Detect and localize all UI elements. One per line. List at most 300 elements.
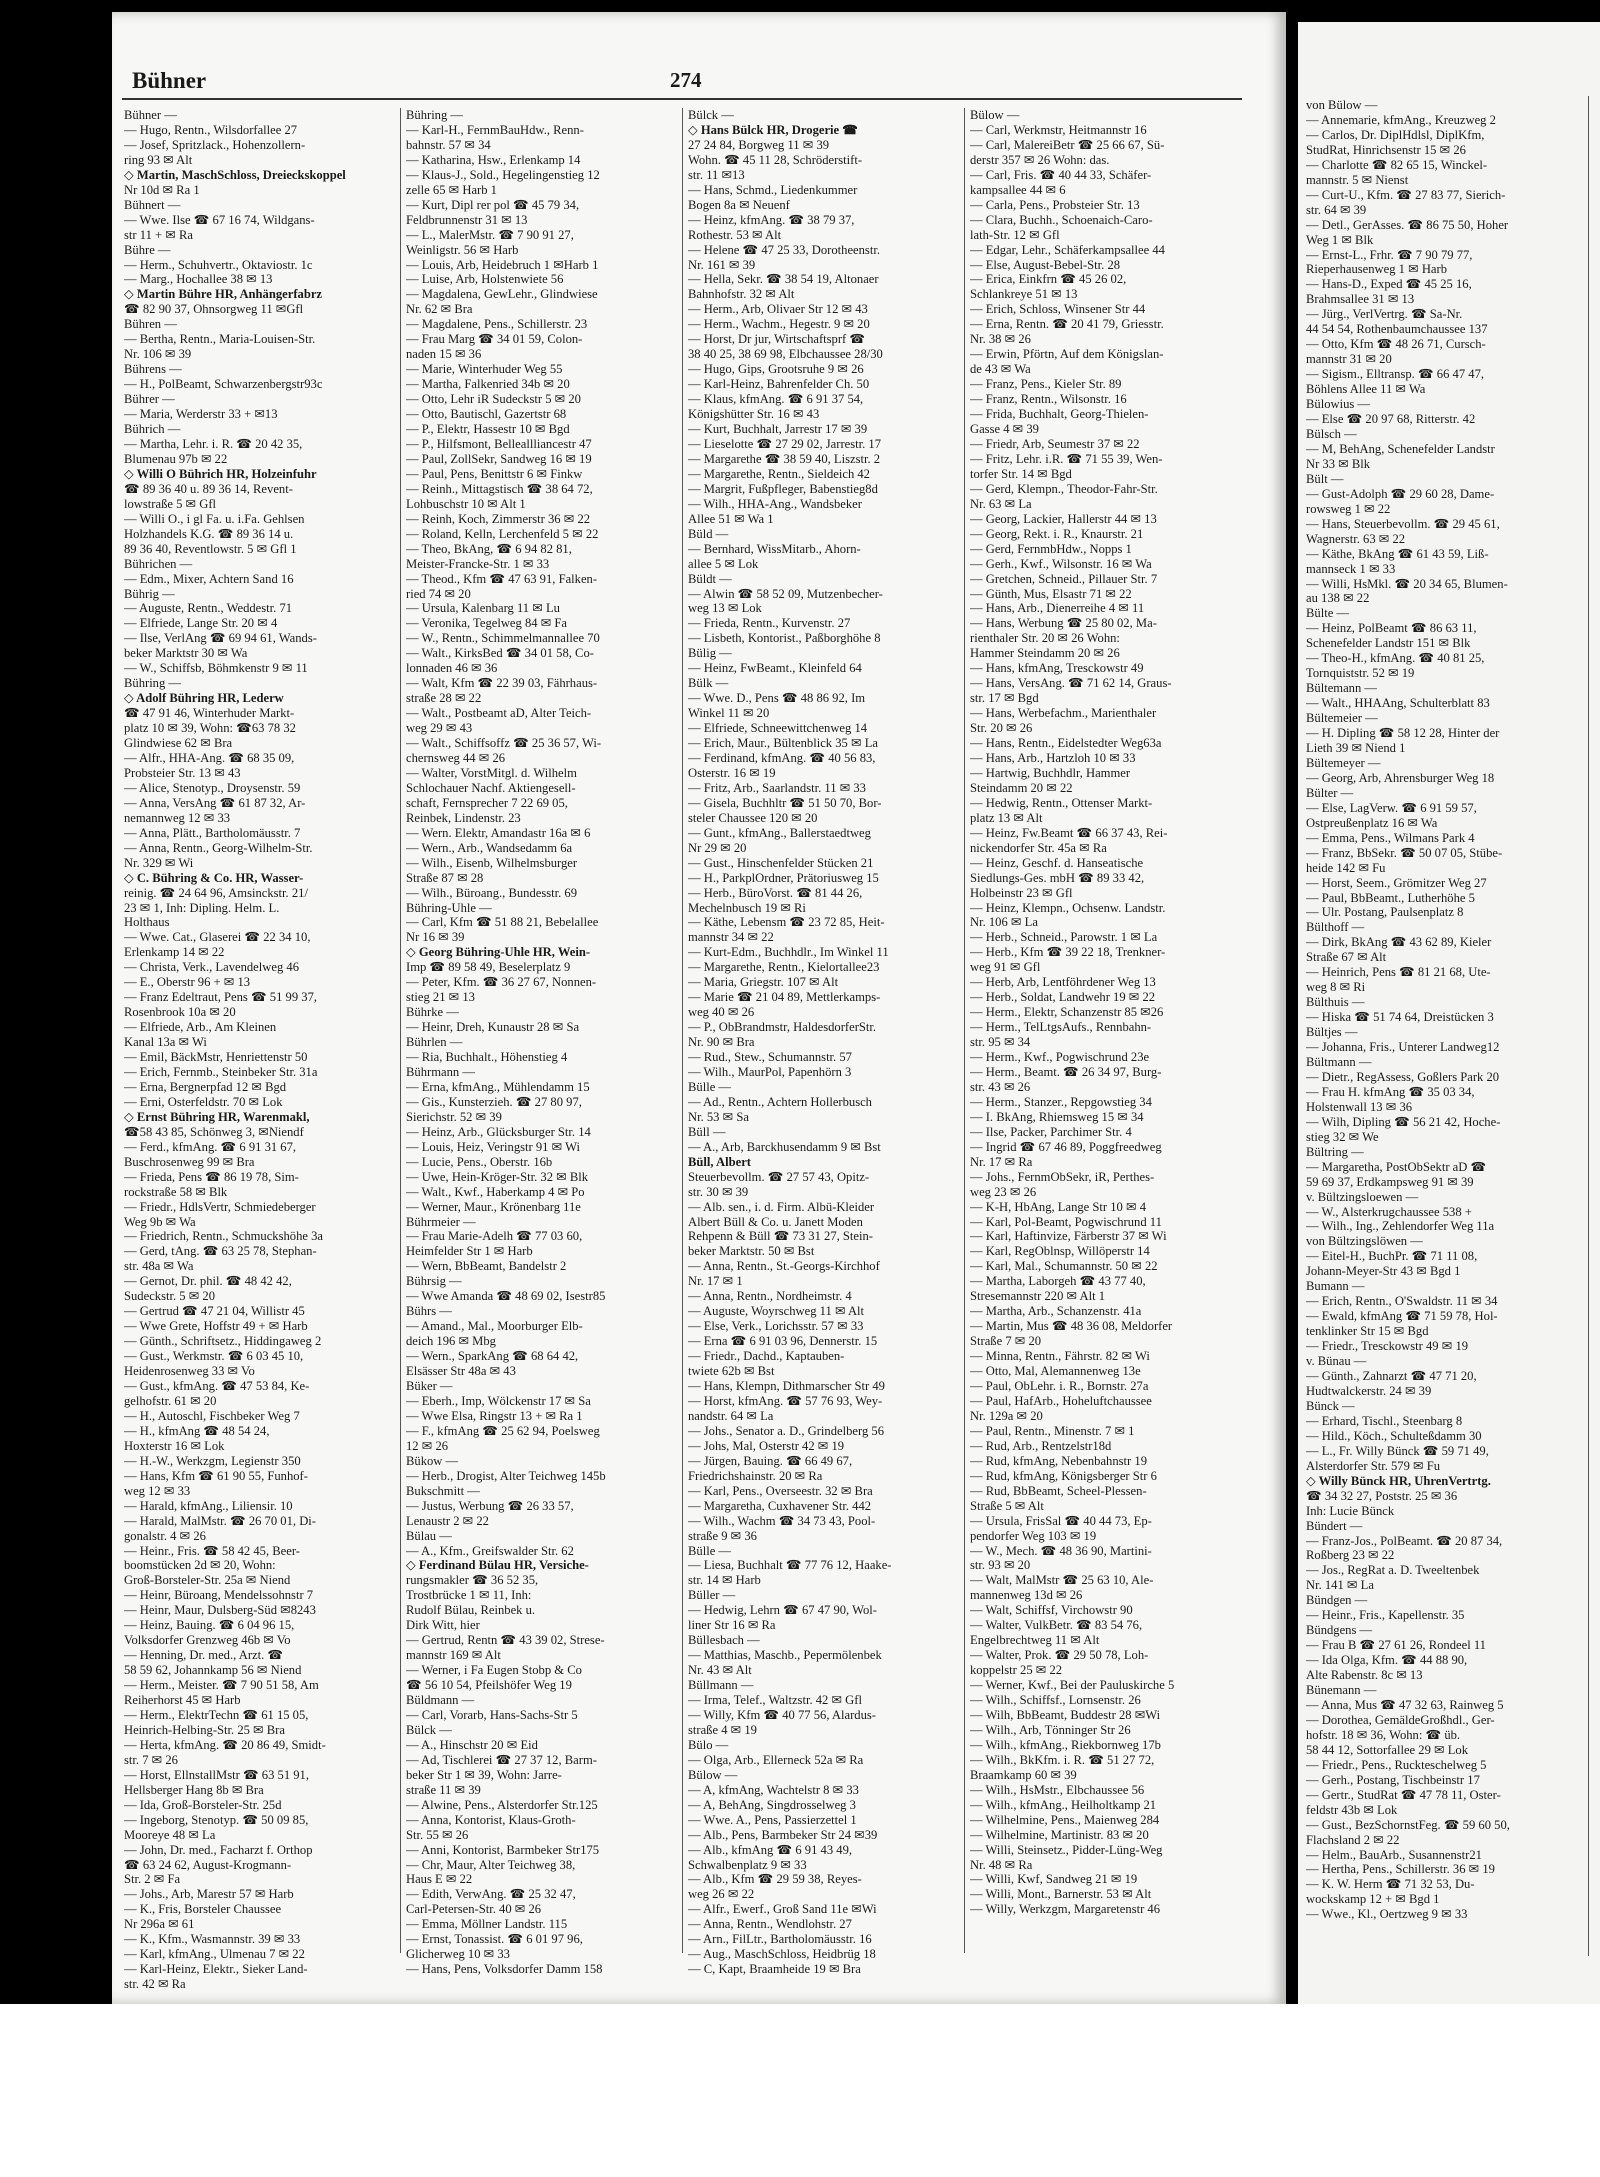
directory-entry: ring 93 ✉ Alt (124, 152, 193, 167)
column-1 (124, 108, 394, 1992)
directory-entry: weg 40 ✉ 26 (688, 1005, 755, 1020)
directory-entry: pendorfer Weg 103 ✉ 19 (970, 1528, 1097, 1543)
directory-entry: — Carl, Fris. ☎ 40 44 33, Schäfer- (970, 167, 1152, 182)
directory-entry: str. 7 ✉ 26 (124, 1752, 178, 1767)
directory-entry: — Hans, VersAng. ☎ 71 62 14, Graus- (970, 676, 1172, 691)
directory-entry: — Heinz, Bauing. ☎ 6 04 96 15, (124, 1618, 295, 1633)
directory-entry: Bülter — (1306, 785, 1354, 800)
directory-entry: — Rud, Arb., Rentzelstr18d (970, 1438, 1112, 1453)
directory-entry: — Lucie, Pens., Oberstr. 16b (406, 1154, 553, 1169)
directory-entry: Büll, Albert (688, 1154, 751, 1169)
directory-entry: — Christa, Verk., Lavendelweg 46 (124, 960, 299, 975)
directory-entry: straße 11 ✉ 39 (406, 1782, 481, 1797)
column-divider (1588, 96, 1589, 1956)
directory-entry: Bülo — (688, 1737, 729, 1752)
directory-entry: weg 91 ✉ Gfl (970, 960, 1041, 975)
directory-entry: Bündgen — (1306, 1593, 1368, 1608)
directory-entry: — Louis, Heiz, Veringstr 91 ✉ Wi (406, 1139, 580, 1154)
directory-entry: 38 40 25, 38 69 98, Elbchaussee 28/30 (688, 347, 883, 362)
directory-entry: weg 12 ✉ 33 (124, 1483, 191, 1498)
directory-entry: Bültemeier — (1306, 711, 1378, 726)
directory-entry: — Heinz, Geschf. d. Hanseatische (970, 855, 1144, 870)
directory-entry: platz 13 ✉ Alt (970, 810, 1043, 825)
directory-entry: Straße 5 ✉ Alt (970, 1498, 1044, 1513)
directory-entry: Straße 87 ✉ 28 (406, 870, 484, 885)
directory-entry: Lenaustr 2 ✉ 22 (406, 1513, 489, 1528)
directory-entry: — Wwe. Ilse ☎ 67 16 74, Wildgans- (124, 212, 315, 227)
directory-entry: — Herm., Arb, Olivaer Str 12 ✉ 43 (688, 302, 868, 317)
directory-entry: — Alfr., Ewerf., Groß Sand 11e ✉Wi (688, 1902, 877, 1917)
directory-entry: — Wilh., kfmAng., Riekbornweg 17b (970, 1737, 1161, 1752)
directory-entry: 58 44 12, Sottorfallee 29 ✉ Lok (1306, 1742, 1469, 1757)
directory-entry: Nr. 53 ✉ Sa (688, 1109, 749, 1124)
directory-entry: — Horst, Dr jur, Wirtschaftsprf ☎ (688, 332, 866, 347)
directory-entry: Bührer — (124, 392, 175, 407)
directory-entry: — Roland, Kelln, Lerchenfeld 5 ✉ 22 (406, 526, 599, 541)
directory-entry: Nr 29 ✉ 20 (688, 840, 747, 855)
directory-entry: Schlochauer Nachf. Aktiengesell- (406, 780, 576, 795)
directory-entry: — Wilh., Wachm ☎ 34 73 43, Pool- (688, 1513, 876, 1528)
directory-entry: — Willi, Kwf, Sandweg 21 ✉ 19 (970, 1872, 1138, 1887)
directory-entry: reinig. ☎ 24 64 96, Amsinckstr. 21/ (124, 885, 308, 900)
directory-entry: lath-Str. 12 ✉ Gfl (970, 227, 1060, 242)
directory-entry: — Günth., Schriftsetz., Hiddingaweg 2 (124, 1334, 322, 1349)
directory-entry: Bührichen — (124, 556, 193, 571)
directory-entry: — Heinr., Fris., Kapellenstr. 35 (1306, 1608, 1465, 1623)
directory-entry: — Willy, Werkzgm, Margaretenstr 46 (970, 1902, 1161, 1917)
directory-entry: Büldmann — (406, 1693, 475, 1708)
directory-entry: — Annemarie, kfmAng., Kreuzweg 2 (1306, 112, 1496, 127)
directory-entry: — Heinz, FwBeamt., Kleinfeld 64 (688, 661, 862, 676)
directory-entry: — Rud, kfmAng, Nebenbahnstr 19 (970, 1453, 1147, 1468)
directory-entry: — Magdalena, GewLehr., Glindwiese (406, 287, 598, 302)
directory-entry: kampsallee 44 ✉ 6 (970, 182, 1066, 197)
directory-entry: chernsweg 44 ✉ 26 (406, 750, 506, 765)
directory-entry: — Theod., Kfm ☎ 47 63 91, Falken- (406, 571, 598, 586)
directory-entry: — C, Kapt, Braamheide 19 ✉ Bra (688, 1962, 861, 1977)
directory-entry: — Ida Olga, Kfm. ☎ 44 88 90, (1306, 1653, 1468, 1668)
directory-entry: weg 8 ✉ Ri (1306, 980, 1366, 995)
directory-entry: — Frieda, Pens ☎ 86 19 78, Sim- (124, 1169, 299, 1184)
directory-entry: Nr. 17 ✉ Ra (970, 1154, 1033, 1169)
directory-entry: — Ernst, Tonassist. ☎ 6 01 97 96, (406, 1932, 583, 1947)
directory-entry: — Herta, kfmAng. ☎ 20 86 49, Smidt- (124, 1737, 326, 1752)
directory-entry: Bühre — (124, 242, 171, 257)
directory-entry: Weinligstr. 56 ✉ Harb (406, 242, 519, 257)
directory-entry: Bültemann — (1306, 681, 1378, 696)
directory-entry: ◇ Adolf Bühring HR, Lederw (124, 691, 284, 706)
directory-entry: — Gust., BezSchornstFeg. ☎ 59 60 50, (1306, 1817, 1510, 1832)
directory-entry: — Reinh, Koch, Zimmerstr 36 ✉ 22 (406, 511, 591, 526)
directory-entry: mannseck 1 ✉ 33 (1306, 561, 1396, 576)
directory-entry: Bülthoff — (1306, 920, 1365, 935)
directory-entry: Erlenkamp 14 ✉ 22 (124, 945, 225, 960)
directory-entry: — Wilh., Schiffsf., Lornsenstr. 26 (970, 1693, 1141, 1708)
directory-entry: Sudeckstr. 5 ✉ 20 (124, 1289, 216, 1304)
directory-entry: — Dorothea, GemäldeGroßhdl., Ger- (1306, 1712, 1495, 1727)
directory-entry: Roßberg 23 ✉ 22 (1306, 1548, 1395, 1563)
directory-entry: — Carl, Kfm ☎ 51 88 21, Bebelallee (406, 915, 599, 930)
directory-entry: — Frau Marg ☎ 34 01 59, Colon- (406, 332, 583, 347)
directory-entry: — Johs, Mal, Osterstr 42 ✉ 19 (688, 1438, 845, 1453)
directory-entry: nandstr. 64 ✉ La (688, 1408, 774, 1423)
directory-entry: str. 93 ✉ 20 (970, 1558, 1031, 1573)
directory-entry: — Wern., Arb., Wandsedamm 6a (406, 840, 573, 855)
directory-entry: — Ad., Rentn., Achtern Hollerbusch (688, 1094, 872, 1109)
directory-entry: — Herm., Beamt. ☎ 26 34 97, Burg- (970, 1065, 1162, 1079)
directory-entry: Bumann — (1306, 1279, 1365, 1294)
directory-entry: Str. 20 ✉ 26 (970, 721, 1033, 736)
directory-entry: — Martin, Mus ☎ 48 36 08, Meldorfer (970, 1319, 1173, 1334)
directory-entry: — Margrit, Fußpfleger, Babenstieg8d (688, 481, 878, 496)
directory-entry: Rieperhausenweg 1 ✉ Harb (1306, 262, 1447, 277)
directory-entry: Hellsberger Hang 8b ✉ Bra (124, 1782, 264, 1797)
directory-entry: — Margarethe ☎ 38 59 40, Liszstr. 2 (688, 451, 881, 466)
directory-entry: — Erich, Rentn., O'Swaldstr. 11 ✉ 34 (1306, 1294, 1498, 1309)
directory-entry: Nr 296a ✉ 61 (124, 1917, 195, 1932)
directory-entry: — Hans, Schmd., Liedenkummer (688, 182, 858, 197)
directory-entry: — Lieselotte ☎ 27 29 02, Jarrestr. 17 (688, 436, 882, 451)
directory-entry: — Erna, Rentn. ☎ 20 41 79, Griesstr. (970, 317, 1164, 332)
directory-entry: Nr 33 ✉ Blk (1306, 456, 1371, 471)
directory-entry: — Peter, Kfm. ☎ 36 27 67, Nonnen- (406, 975, 597, 990)
directory-entry: — H.-W., Werkzgm, Legienstr 350 (124, 1453, 301, 1468)
directory-entry: — Alice, Stenotyp., Droysenstr. 59 (124, 780, 301, 795)
directory-entry: nemannweg 12 ✉ 33 (124, 810, 231, 825)
running-head-name: Bühner (132, 68, 207, 93)
directory-entry: — Karl, RegOblnsp, Willöperstr 14 (970, 1244, 1150, 1259)
directory-entry: twiete 62b ✉ Bst (688, 1364, 775, 1379)
directory-entry: — Anna, Mus ☎ 47 32 63, Rainweg 5 (1306, 1697, 1504, 1712)
directory-entry: ◇ Willy Bünck HR, UhrenVertrtg. (1306, 1473, 1491, 1488)
directory-entry: — Herb., BüroVorst. ☎ 81 44 26, (688, 885, 863, 900)
directory-entry: Heinrich-Helbing-Str. 25 ✉ Bra (124, 1722, 285, 1737)
directory-entry: Böhlens Allee 11 ✉ Wa (1306, 382, 1426, 397)
directory-entry: Bühnert — (124, 197, 181, 212)
directory-entry: — Edm., Mixer, Achtern Sand 16 (124, 571, 294, 586)
column-3 (688, 108, 958, 1977)
directory-entry: Nr. 63 ✉ La (970, 496, 1032, 511)
directory-entry: Johann-Meyer-Str 43 ✉ Bgd 1 (1306, 1264, 1461, 1279)
directory-entry: — Wilhelmine, Pens., Maienweg 284 (970, 1812, 1160, 1827)
directory-entry: ◇ Willi O Bührich HR, Holzeinfuhr (124, 466, 317, 481)
column-divider (964, 108, 965, 1953)
directory-entry: mannstr 34 ✉ 22 (688, 930, 774, 945)
directory-entry: — Hans, Rentn., Eidelstedter Weg63a (970, 736, 1162, 751)
directory-entry: — Anna, Rentn., Georg-Wilhelm-Str. (124, 840, 313, 855)
directory-entry: Bünck — (1306, 1398, 1355, 1413)
directory-entry: ◇ Hans Bülck HR, Drogerie ☎ (688, 122, 858, 137)
directory-entry: ◇ Martin Bühre HR, Anhängerfabrz (124, 287, 323, 302)
directory-entry: mannstr 31 ✉ 20 (1306, 352, 1392, 367)
directory-entry: str. 30 ✉ 39 (688, 1184, 749, 1199)
directory-page (112, 12, 1286, 2004)
directory-entry: — Friedr., HdlsVertr, Schmiedeberger (124, 1199, 316, 1214)
directory-entry: 58 59 62, Johannkamp 56 ✉ Niend (124, 1663, 302, 1678)
directory-entry: Bogen 8a ✉ Neuenf (688, 197, 790, 212)
directory-entry: Bühring — (124, 676, 182, 691)
directory-entry: Bülig — (688, 646, 732, 661)
directory-entry: Mechelnbusch 19 ✉ Ri (688, 900, 806, 915)
directory-entry: — Detl., GerAsses. ☎ 86 75 50, Hoher (1306, 217, 1509, 232)
directory-entry: mannstr. 5 ✉ Nienst (1306, 172, 1409, 187)
directory-entry: — Carla, Pens., Probsteier Str. 13 (970, 197, 1140, 212)
directory-entry: — Magdalene, Pens., Schillerstr. 23 (406, 317, 588, 332)
directory-entry: — Herm., Stanzer., Repgowstieg 34 (970, 1094, 1152, 1109)
directory-entry: Probsteier Str. 13 ✉ 43 (124, 765, 241, 780)
directory-entry: Nr 16 ✉ 39 (406, 930, 465, 945)
directory-entry: — Heinr., Fris. ☎ 58 42 45, Beer- (124, 1543, 300, 1558)
directory-entry: Glicherweg 10 ✉ 33 (406, 1947, 510, 1962)
directory-entry: Nr. 329 ✉ Wi (124, 855, 194, 870)
directory-entry: — P., Elektr, Hassestr 10 ✉ Bgd (406, 422, 570, 437)
directory-entry: deich 196 ✉ Mbg (406, 1334, 496, 1349)
directory-entry: — Fritz, Lehr. i.R. ☎ 71 55 39, Wen- (970, 451, 1163, 466)
directory-entry: Str. 2 ✉ Fa (124, 1872, 181, 1887)
directory-entry: Tornquiststr. 52 ✉ 19 (1306, 666, 1415, 681)
directory-entry: — Hans, Werbung ☎ 25 80 02, Ma- (970, 616, 1157, 631)
directory-entry: — Alb., kfmAng ☎ 6 91 43 49, (688, 1842, 853, 1857)
directory-entry: — Katharina, Hsw., Erlenkamp 14 (406, 152, 581, 167)
directory-entry: Siedlungs-Ges. mbH ☎ 89 33 42, (970, 870, 1145, 885)
directory-entry: — Willy, Kfm ☎ 40 77 56, Alardus- (688, 1707, 876, 1722)
directory-entry: — Margaretha, Cuxhavener Str. 442 (688, 1498, 872, 1513)
directory-entry: Nr. 129a ✉ 20 (970, 1408, 1043, 1423)
directory-entry: allee 5 ✉ Lok (688, 556, 759, 571)
directory-entry: lonnaden 46 ✉ 36 (406, 661, 498, 676)
directory-entry: — Paul, Rentn., Minenstr. 7 ✉ 1 (970, 1423, 1135, 1438)
directory-entry: — Theo, BkAng, ☎ 6 94 82 81, (406, 541, 572, 556)
directory-entry: — Heinz, Klempn., Ochsenw. Landstr. (970, 900, 1166, 915)
directory-entry: str. 42 ✉ Ra (124, 1977, 186, 1992)
directory-entry: — K. W. Herm ☎ 71 32 53, Du- (1306, 1877, 1475, 1892)
column-divider (400, 108, 401, 1953)
directory-entry: Büllmann — (688, 1678, 754, 1693)
directory-entry: Büller — (688, 1588, 736, 1603)
directory-entry: — Herb., Schneid., Parowstr. 1 ✉ La (970, 930, 1158, 945)
directory-entry: — Fritz, Arb., Saarlandstr. 11 ✉ 33 (688, 780, 866, 795)
directory-entry: — Carlos, Dr. DiplHdlsl, DiplKfm, (1306, 127, 1485, 142)
directory-entry: — Wwe. A., Pens, Passierzettel 1 (688, 1812, 857, 1827)
directory-entry: — Erwin, Pförtn, Auf dem Königslan- (970, 347, 1164, 362)
directory-entry: — Herm., Schuhvertr., Oktaviostr. 1c (124, 257, 313, 272)
directory-entry: — Arn., FilLtr., Bartholomäusstr. 16 (688, 1932, 872, 1947)
directory-entry: — W., Schiffsb, Böhmkenstr 9 ✉ 11 (124, 661, 308, 676)
directory-entry: — Josef, Spritzlack., Hohenzollern- (124, 137, 306, 152)
directory-entry: Bülau — (406, 1528, 452, 1543)
directory-entry: — Friedr., Dachd., Kaptauben- (688, 1349, 845, 1364)
directory-entry: Holstenwall 13 ✉ 36 (1306, 1099, 1413, 1114)
directory-entry: — Wwe Amanda ☎ 48 69 02, Isestr85 (406, 1289, 606, 1304)
directory-entry: — Otto, Lehr iR Sudeckstr 5 ✉ 20 (406, 392, 581, 407)
directory-entry: — Ursula, Kalenbarg 11 ✉ Lu (406, 601, 560, 616)
directory-entry: Friedrichshainstr. 20 ✉ Ra (688, 1468, 823, 1483)
directory-entry: v. Bültzingsloewen — (1306, 1189, 1419, 1204)
directory-entry: — Paul, HafArb., Hoheluftchaussee (970, 1393, 1152, 1408)
directory-entry: — Erna ☎ 6 91 03 96, Dennerstr. 15 (688, 1334, 878, 1349)
directory-entry: — A., Kfm., Greifswalder Str. 62 (406, 1543, 574, 1558)
directory-entry: Bülle — (688, 1543, 732, 1558)
directory-entry: Alsterdorfer Str. 579 ✉ Fu (1306, 1458, 1441, 1473)
directory-entry: Holzhandels K.G. ☎ 89 36 14 u. (124, 526, 294, 541)
directory-entry: — A, BehAng, Singdrosselweg 3 (688, 1797, 856, 1812)
directory-entry: Bükow — (406, 1453, 459, 1468)
directory-entry: Bühren — (124, 317, 177, 332)
directory-entry: — Walter, VulkBetr. ☎ 83 54 76, (970, 1618, 1143, 1633)
directory-entry: — Günth., Zahnarzt ☎ 47 71 20, (1306, 1369, 1477, 1384)
directory-entry: — Willi O., i gl Fa. u. i.Fa. Gehlsen (124, 511, 305, 526)
directory-entry: str. 43 ✉ 26 (970, 1079, 1031, 1094)
directory-entry: Heimfelder Str 1 ✉ Harb (406, 1244, 533, 1259)
directory-entry: — Martha, Arb., Schanzenstr. 41a (970, 1304, 1142, 1319)
directory-entry: — F., kfmAng ☎ 25 62 94, Poelsweg (406, 1423, 600, 1438)
directory-entry: — Reinh., Mittagstisch ☎ 38 64 72, (406, 481, 593, 496)
directory-entry: — Anna, Plätt., Bartholomäusstr. 7 (124, 825, 301, 840)
directory-entry: weg 29 ✉ 43 (406, 721, 473, 736)
directory-entry: — Elfriede, Arb., Am Kleinen (124, 1020, 277, 1035)
directory-entry: — Walt, MalMstr ☎ 25 63 10, Ale- (970, 1573, 1154, 1588)
directory-entry: platz 10 ✉ 39, Wohn: ☎63 78 32 (124, 721, 296, 736)
directory-entry: — Wilh., HHA-Ang., Wandsbeker (688, 496, 862, 511)
directory-entry: mannenweg 13d ✉ 26 (970, 1588, 1083, 1603)
directory-entry: Groß-Borsteler-Str. 25a ✉ Niend (124, 1573, 291, 1588)
directory-entry: Bülsch — (1306, 426, 1357, 441)
directory-entry: ◇ C. Bühring & Co. HR, Wasser- (124, 870, 304, 885)
directory-entry: straße 4 ✉ 19 (688, 1722, 757, 1737)
directory-entry: — A, kfmAng, Wachtelstr 8 ✉ 33 (688, 1782, 859, 1797)
directory-entry: — Justus, Werbung ☎ 26 33 57, (406, 1498, 574, 1513)
directory-entry: boomstücken 2d ✉ 20, Wohn: (124, 1558, 276, 1573)
directory-entry: Bührmann — (406, 1065, 475, 1079)
directory-entry: — Liesa, Buchhalt ☎ 77 76 12, Haake- (688, 1558, 892, 1573)
directory-entry: — Ingeborg, Stenotyp. ☎ 50 09 85, (124, 1812, 309, 1827)
directory-entry: — Gis., Kunsterzieh. ☎ 27 80 97, (406, 1094, 582, 1109)
directory-entry: mannstr 169 ✉ Alt (406, 1648, 501, 1663)
directory-entry: Bahnhofstr. 32 ✉ Alt (688, 287, 795, 302)
directory-entry: Rehpenn & Büll ☎ 73 31 27, Stein- (688, 1229, 873, 1244)
directory-entry: — Friedr., Pens., Ruckteschelweg 5 (1306, 1757, 1487, 1772)
directory-entry: — Gisela, Buchhltr ☎ 51 50 70, Bor- (688, 795, 882, 810)
directory-entry: — Hans, Arb., Dienerreihe 4 ✉ 11 (970, 601, 1145, 616)
directory-entry: — Alb., Pens, Barmbeker Str 24 ✉39 (688, 1827, 878, 1842)
directory-entry: — Walt., Schiffsoffz ☎ 25 36 57, Wi- (406, 736, 602, 751)
directory-entry: — Alb. sen., i. d. Firm. Albü-Kleider (688, 1199, 875, 1214)
directory-entry: 89 36 40, Reventlowstr. 5 ✉ Gfl 1 (124, 541, 297, 556)
directory-entry: — Frida, Buchhalt, Georg-Thielen- (970, 407, 1149, 422)
directory-entry: — Werner, i Fa Eugen Stobp & Co (406, 1663, 582, 1678)
directory-entry: — Georg, Rekt. i. R., Knaurstr. 21 (970, 526, 1144, 541)
directory-entry: ◇ Ernst Bühring HR, Warenmakl, (124, 1109, 310, 1124)
directory-entry: — Anna, Rentn., Wendlohstr. 27 (688, 1917, 852, 1932)
directory-entry: — Gretchen, Schneid., Pillauer Str. 7 (970, 571, 1158, 586)
directory-entry: Büllesbach — (688, 1633, 760, 1648)
directory-entry: — Alwine, Pens., Alsterdorfer Str.125 (406, 1797, 598, 1812)
directory-entry: Bültjes — (1306, 1025, 1358, 1040)
directory-entry: — Gerh., Kwf., Wilsonstr. 16 ✉ Wa (970, 556, 1152, 571)
directory-entry: Bündert — (1306, 1518, 1363, 1533)
directory-entry: gonalstr. 4 ✉ 26 (124, 1528, 206, 1543)
directory-entry: — Else, LagVerw. ☎ 6 91 59 57, (1306, 800, 1477, 815)
directory-entry: — Heinz, kfmAng. ☎ 38 79 37, (688, 212, 855, 227)
directory-entry: — Walt., KirksBed ☎ 34 01 58, Co- (406, 646, 594, 661)
directory-entry: — Hans, Pens, Volksdorfer Damm 158 (406, 1962, 603, 1977)
directory-entry: — Wilh., BkKfm. i. R. ☎ 51 27 72, (970, 1752, 1155, 1767)
directory-entry: Winkel 11 ✉ 20 (688, 706, 770, 721)
directory-entry: — Helm., BauArb., Susannenstr21 (1306, 1847, 1482, 1862)
directory-entry: — Wwe. D., Pens ☎ 48 86 92, Im (688, 691, 866, 706)
directory-entry: Bührs — (406, 1304, 452, 1319)
directory-entry: — Herb, Arb, Lentföhrdener Weg 13 (970, 975, 1156, 990)
directory-entry: Engelbrechtweg 11 ✉ Alt (970, 1633, 1100, 1648)
directory-entry: — Olga, Arb., Ellerneck 52a ✉ Ra (688, 1752, 864, 1767)
directory-entry: — Marie, Winterhuder Weg 55 (406, 362, 563, 377)
directory-entry: — Herb., Kfm ☎ 39 22 18, Trenkner- (970, 945, 1166, 960)
directory-entry: — Rud, kfmAng, Königsberger Str 6 (970, 1468, 1157, 1483)
directory-entry: Str. 55 ✉ 26 (406, 1827, 469, 1842)
directory-entry: — Alb., Kfm ☎ 29 59 38, Reyes- (688, 1872, 862, 1887)
directory-entry: — Kurt-Edm., Buchhdlr., Im Winkel 11 (688, 945, 889, 960)
directory-entry: — Ria, Buchhalt., Höhenstieg 4 (406, 1050, 568, 1065)
directory-entry: koppelstr 25 ✉ 22 (970, 1663, 1063, 1678)
directory-entry: — Günth, Mus, Elsastr 71 ✉ 22 (970, 586, 1132, 601)
directory-entry: — Anna, Rentn., Nordheimstr. 4 (688, 1289, 852, 1304)
directory-entry: — Wwe., Kl., Oertzweg 9 ✉ 33 (1306, 1907, 1468, 1922)
directory-entry: — Erna, kfmAng., Mühlendamm 15 (406, 1079, 590, 1094)
directory-entry: Rothestr. 53 ✉ Alt (688, 227, 782, 242)
directory-entry: — H. Dipling ☎ 58 12 28, Hinter der (1306, 726, 1500, 741)
directory-entry: — Elfriede, Lange Str. 20 ✉ 4 (124, 616, 278, 631)
directory-entry: — Friedrich, Rentn., Schmuckshöhe 3a (124, 1229, 324, 1244)
directory-entry: — Frieda, Rentn., Kurvenstr. 27 (688, 616, 851, 631)
directory-entry: Dirk Witt, hier (406, 1618, 480, 1633)
directory-entry: — Käthe, BkAng ☎ 61 43 59, Liß- (1306, 546, 1489, 561)
directory-entry: — Gertrud, Rentn ☎ 43 39 02, Strese- (406, 1633, 605, 1648)
directory-entry: Bülle — (688, 1079, 732, 1094)
directory-entry: — Anna, Kontorist, Klaus-Groth- (406, 1812, 576, 1827)
directory-entry: v. Bünau — (1306, 1354, 1367, 1369)
directory-entry: — Gerd, FernmbHdw., Nopps 1 (970, 541, 1132, 556)
directory-entry: Nr. 43 ✉ Alt (688, 1663, 752, 1678)
directory-entry: Wagnerstr. 63 ✉ 22 (1306, 531, 1406, 546)
directory-entry: — Hedwig, Lehrn ☎ 67 47 90, Wol- (688, 1603, 877, 1618)
directory-entry: — A., Hinschstr 20 ✉ Eid (406, 1737, 538, 1752)
directory-entry: Nr. 106 ✉ 39 (124, 347, 192, 362)
directory-entry: — Paul, ZollSekr, Sandweg 16 ✉ 19 (406, 451, 592, 466)
directory-entry: — Martha, Falkenried 34b ✉ 20 (406, 377, 570, 392)
directory-entry: ◇ Martin, MaschSchloss, Dreieckskoppel (124, 167, 346, 182)
directory-entry: — P., ObBrandmstr, HaldesdorferStr. (688, 1020, 877, 1035)
next-page-column (1306, 98, 1596, 1922)
directory-entry: — Veronika, Tegelweg 84 ✉ Fa (406, 616, 567, 631)
directory-entry: — Herm., ElektrTechn ☎ 61 15 05, (124, 1707, 309, 1722)
directory-entry: Allee 51 ✉ Wa 1 (688, 511, 774, 526)
directory-entry: Sierichstr. 52 ✉ 39 (406, 1109, 502, 1124)
directory-entry: weg 26 ✉ 22 (688, 1887, 755, 1902)
directory-entry: — Dirk, BkAng ☎ 43 62 89, Kieler (1306, 935, 1492, 950)
directory-entry: Buschrosenweg 99 ✉ Bra (124, 1154, 255, 1169)
directory-entry: — Martha, Lehr. i. R. ☎ 20 42 35, (124, 436, 303, 451)
directory-entry: Flachsland 2 ✉ 22 (1306, 1832, 1400, 1847)
directory-entry: — E., Oberstr 96 + ✉ 13 (124, 975, 251, 990)
directory-entry: — Erica, Einkfrn ☎ 45 26 02, (970, 272, 1127, 287)
directory-entry: — Gerd, Klempn., Theodor-Fahr-Str. (970, 481, 1158, 496)
directory-entry: de 43 ✉ Wa (970, 362, 1031, 377)
directory-entry: 44 54 54, Rothenbaumchaussee 137 (1306, 322, 1488, 337)
directory-entry: — Gust., Werkmstr. ☎ 6 03 45 10, (124, 1349, 304, 1364)
directory-entry: — Wern. Elektr, Amandastr 16a ✉ 6 (406, 825, 591, 840)
directory-entry: Glindwiese 62 ✉ Bra (124, 736, 233, 751)
directory-entry: — Georg, Arb, Ahrensburger Weg 18 (1306, 770, 1495, 785)
